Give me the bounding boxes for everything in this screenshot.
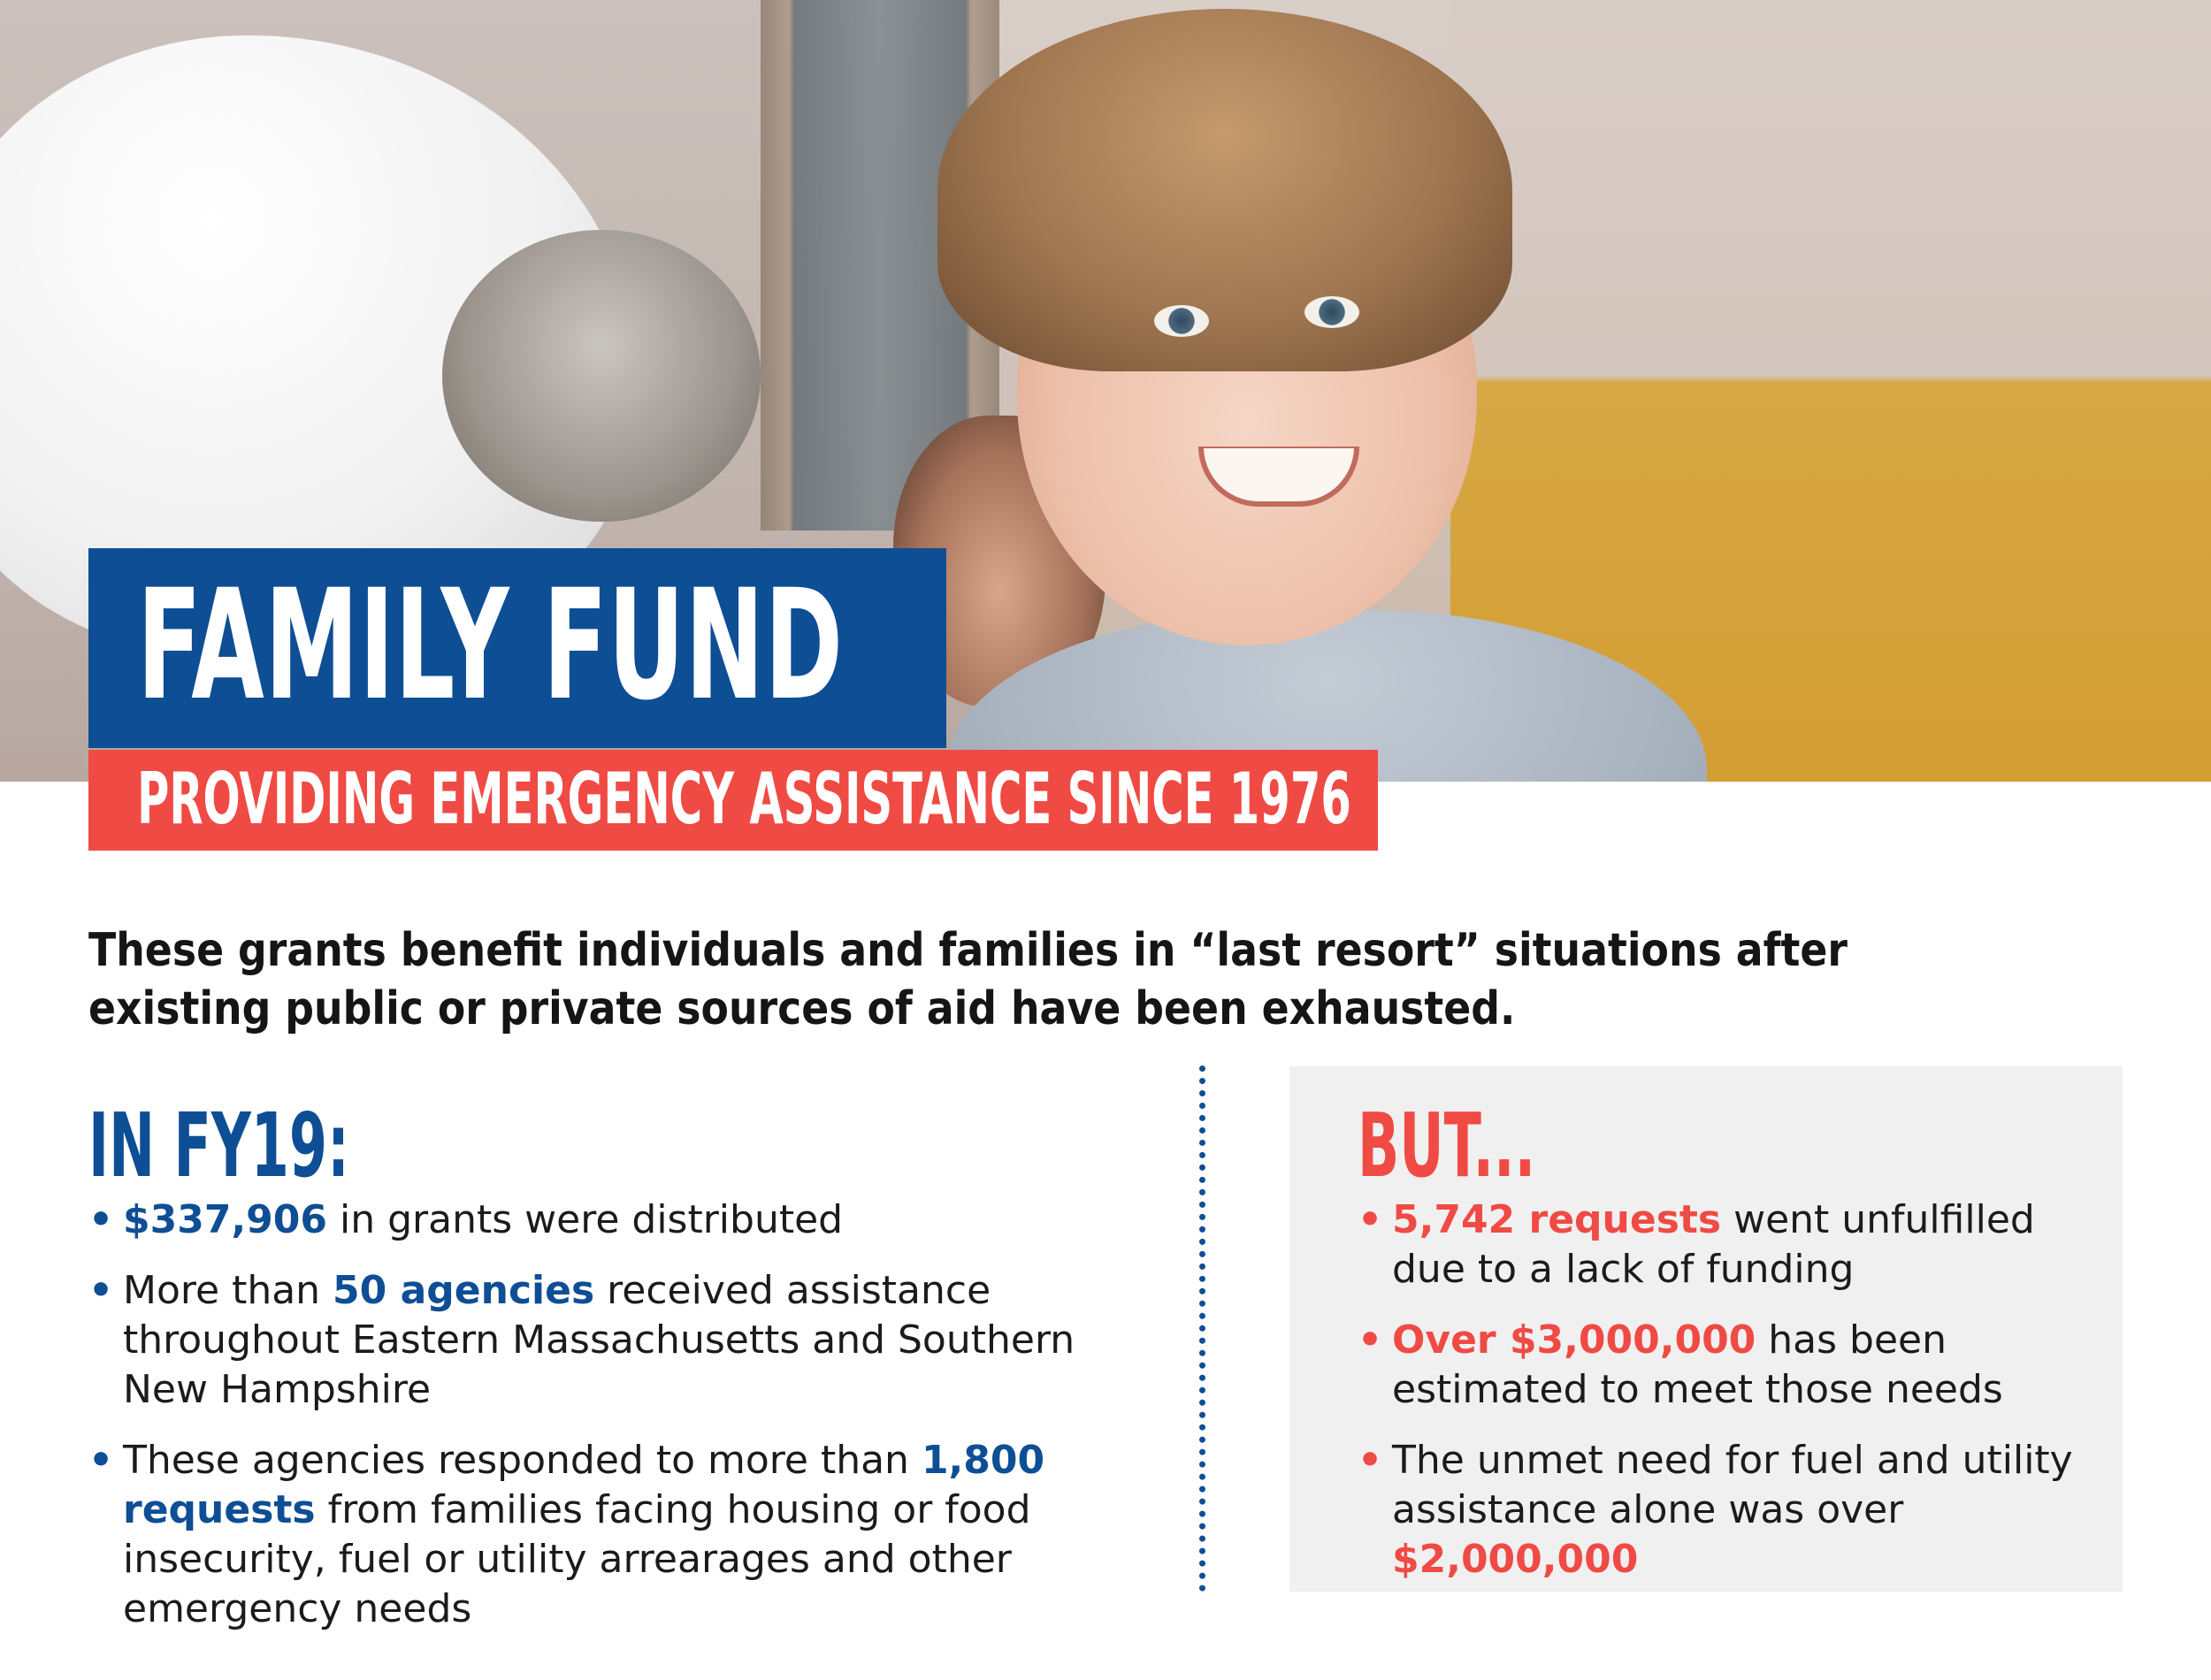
list-item-text: has been estimated to meet those needs [1392, 1317, 2003, 1412]
fy19-list [88, 1195, 1150, 1655]
list-item-lead: The unmet need for fuel and utility assistance alone was over [1392, 1438, 2073, 1532]
photo-adult-head [442, 230, 761, 522]
bullet-icon: • [88, 1438, 114, 1483]
fy19-heading: IN FY19: [88, 1094, 349, 1197]
unmet-need-list [1358, 1195, 2109, 1606]
list-item [1358, 1195, 2109, 1294]
list-item [1358, 1316, 2109, 1415]
list-item-text: received assistance throughout Eastern Massachusetts and Southern New Hampshire [123, 1268, 1075, 1412]
stat-highlight: 5,742 requests [1392, 1197, 1722, 1242]
list-item-text: went unfulfilled due to a lack of funding [1392, 1197, 2035, 1292]
stat-highlight: $337,906 [123, 1197, 328, 1242]
stat-highlight: 1,800 requests [123, 1438, 1045, 1532]
bullet-icon: • [88, 1268, 114, 1313]
list-item-lead: More than [123, 1268, 333, 1313]
page-subtitle: PROVIDING EMERGENCY ASSISTANCE SINCE 1976 [137, 758, 1351, 840]
list-item-lead: These agencies responded to more than [123, 1438, 922, 1483]
photo-boy-eye-right [1304, 296, 1359, 328]
list-item [88, 1436, 1150, 1634]
intro-paragraph: These grants benefit individuals and families in “last resort” situations after existing public or private sources of aid have been exhausted. [88, 924, 1848, 1035]
stat-highlight: Over $3,000,000 [1392, 1317, 1756, 1363]
page-title: FAMILY FUND [137, 556, 844, 734]
list-item-text: from families facing housing or food insecurity, fuel or utility arrearages and other emergency needs [123, 1487, 1031, 1631]
photo-boy-eye-left [1154, 305, 1209, 337]
bullet-icon: • [88, 1197, 114, 1242]
but-heading: BUT... [1358, 1094, 1536, 1197]
list-item-text: in grants were distributed [327, 1197, 844, 1242]
stat-highlight: 50 agencies [333, 1268, 595, 1313]
bullet-icon: • [1358, 1317, 1383, 1363]
list-item [88, 1195, 1150, 1245]
bullet-icon: • [1358, 1438, 1383, 1483]
stat-highlight: $2,000,000 [1392, 1537, 1639, 1582]
list-item [88, 1266, 1150, 1415]
list-item [1358, 1436, 2109, 1585]
photo-boy-hair [937, 9, 1512, 371]
bullet-icon: • [1358, 1197, 1383, 1242]
dotted-divider [1199, 1065, 1205, 1592]
